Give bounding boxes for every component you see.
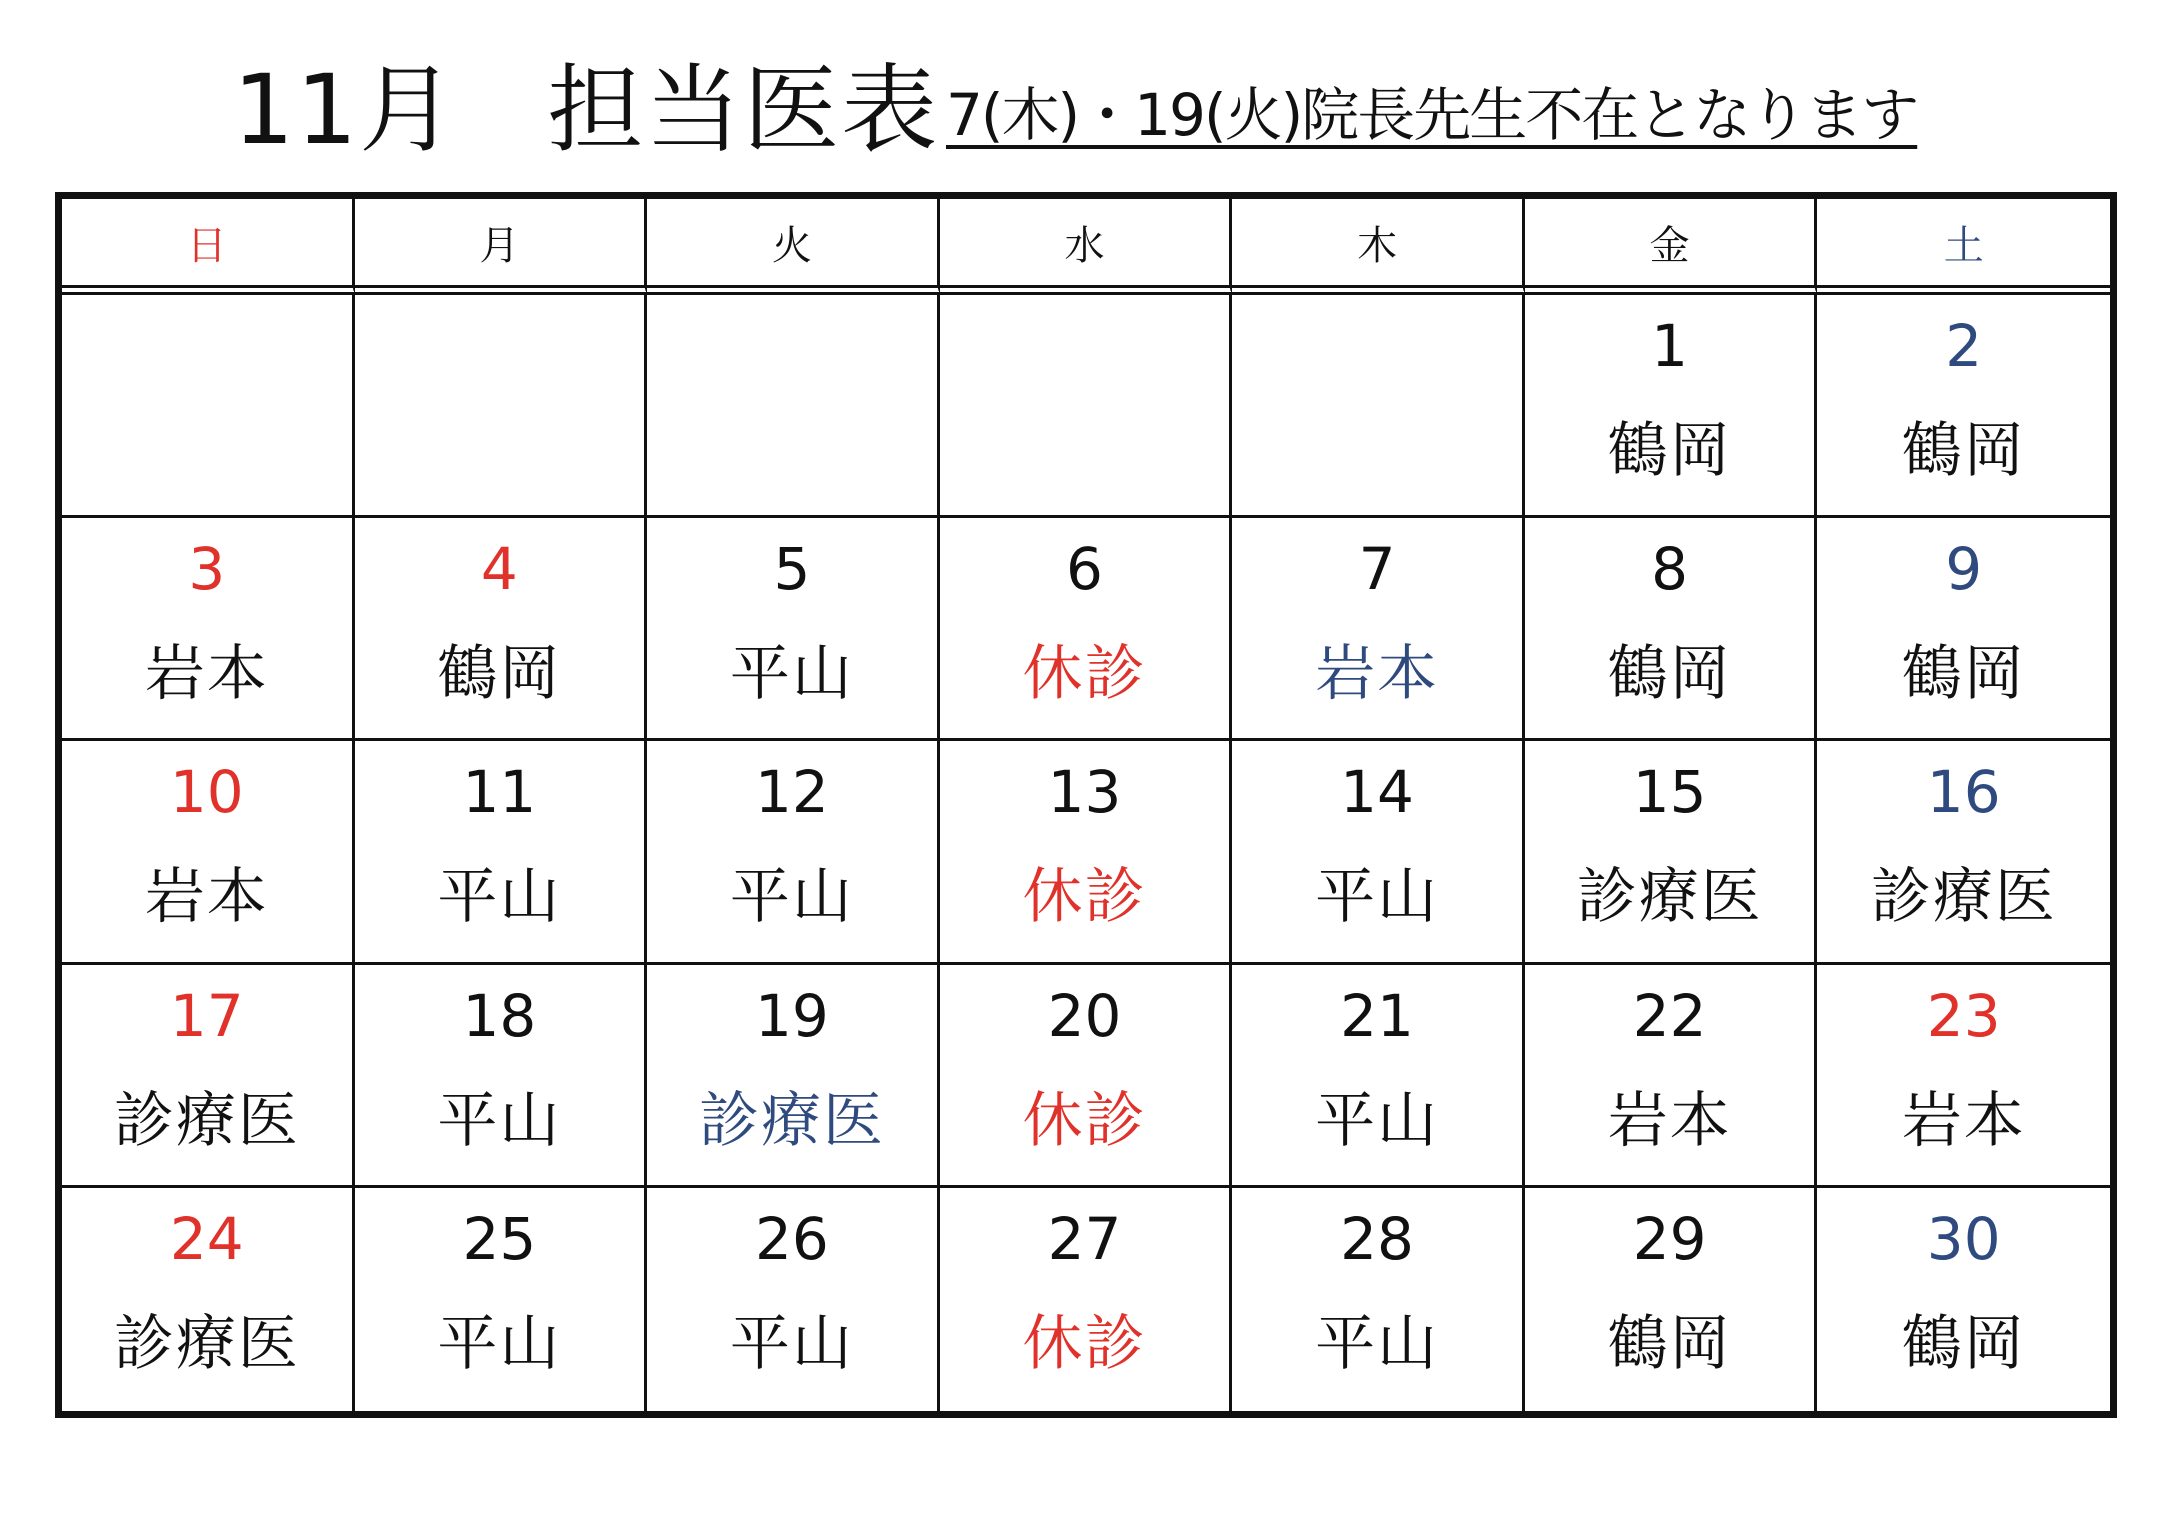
weekday-mon: 月 [355,199,648,295]
doctor-name: 診療医 [113,1085,300,1156]
doctor-name: 岩本 [1607,1085,1732,1156]
day-cell [1232,741,1525,964]
day-cell [1525,295,1818,518]
day-cell [1525,1188,1818,1411]
schedule-title: 担当医表 [547,54,940,166]
doctor-name: 休診 [1022,1308,1147,1379]
doctor-name: 平山 [1315,1085,1440,1156]
day-number: 3 [188,535,226,604]
day-number: 1 [1651,312,1689,380]
day-cell [355,965,648,1188]
day-cell [62,1188,355,1411]
day-cell [62,965,355,1188]
day-number: 8 [1651,535,1689,604]
day-cell [940,518,1233,741]
doctor-name: 岩本 [1315,639,1440,710]
day-cell [355,518,648,741]
day-number: 4 [480,535,518,604]
day-cell [1817,741,2110,964]
day-number: 7 [1358,535,1396,604]
day-cell [647,295,940,518]
doctor-name: 鶴岡 [1607,1308,1732,1379]
day-cell [1525,741,1818,964]
day-number: 14 [1340,758,1414,827]
day-cell [1232,965,1525,1188]
doctor-name: 平山 [1315,1308,1440,1379]
doctor-name: 鶴岡 [1901,639,2026,710]
day-cell [62,518,355,741]
day-cell [940,1188,1233,1411]
doctor-name: 平山 [1315,862,1440,933]
doctor-name: 休診 [1022,1085,1147,1156]
day-number: 2 [1945,312,1983,380]
weekday-wed: 水 [940,199,1233,295]
day-number: 27 [1047,1204,1122,1273]
day-cell [1817,295,2110,518]
day-number: 21 [1340,981,1414,1050]
doctor-name: 岩本 [144,639,269,710]
day-cell [1232,295,1525,518]
doctor-name: 岩本 [144,862,269,933]
day-cell [647,518,940,741]
day-cell [355,741,648,964]
day-cell [1525,965,1818,1188]
doctor-name: 診療医 [1576,862,1763,933]
doctor-name: 診療医 [1870,862,2057,933]
day-number: 13 [1047,758,1122,827]
day-cell [647,741,940,964]
day-number: 16 [1926,758,2001,827]
day-number: 17 [169,981,244,1050]
weekday-thu: 木 [1232,199,1525,295]
day-number: 30 [1926,1204,2001,1273]
day-number: 12 [755,758,829,827]
doctor-name: 岩本 [1901,1085,2026,1156]
doctor-name: 鶴岡 [437,639,562,710]
doctor-name: 平山 [729,1308,854,1379]
page-header [0,0,2166,190]
doctor-name: 鶴岡 [1607,416,1732,486]
day-number: 15 [1632,758,1707,827]
day-cell [1817,965,2110,1188]
doctor-name: 鶴岡 [1901,416,2026,486]
day-number: 24 [169,1204,244,1273]
day-number: 18 [462,981,537,1050]
day-cell [62,741,355,964]
weekday-fri: 金 [1525,199,1818,295]
weekday-sun: 日 [62,199,355,295]
day-number: 6 [1066,535,1103,604]
month-label: 11月 [233,54,458,166]
day-cell [647,1188,940,1411]
day-cell [940,965,1233,1188]
day-number: 28 [1340,1204,1414,1273]
day-cell [355,1188,648,1411]
day-number: 26 [755,1204,829,1273]
day-cell [1817,518,2110,741]
day-cell [647,965,940,1188]
doctor-calendar [55,192,2117,1418]
day-number: 9 [1945,535,1983,604]
weekday-tue: 火 [647,199,940,295]
day-number: 19 [755,981,829,1050]
day-number: 23 [1926,981,2001,1050]
doctor-name: 平山 [437,862,562,933]
weekday-sat: 土 [1817,199,2110,295]
day-number: 10 [169,758,244,827]
doctor-name: 休診 [1022,862,1147,933]
day-cell [62,295,355,518]
day-cell [355,295,648,518]
doctor-name: 平山 [437,1308,562,1379]
doctor-name: 休診 [1022,639,1147,710]
day-cell [1232,518,1525,741]
day-cell [940,295,1233,518]
day-number: 5 [773,535,811,604]
doctor-name: 診療医 [698,1085,885,1156]
doctor-name: 平山 [729,862,854,933]
doctor-name: 平山 [729,639,854,710]
day-cell [1232,1188,1525,1411]
doctor-name: 診療医 [113,1308,300,1379]
doctor-name: 鶴岡 [1901,1308,2026,1379]
day-number: 29 [1632,1204,1707,1273]
day-number: 22 [1632,981,1707,1050]
day-number: 20 [1047,981,1122,1050]
doctor-name: 鶴岡 [1607,639,1732,710]
page-title [233,54,940,166]
day-cell [1817,1188,2110,1411]
doctor-name: 平山 [437,1085,562,1156]
day-cell [940,741,1233,964]
day-number: 25 [462,1204,537,1273]
day-cell [1525,518,1818,741]
day-number: 11 [462,758,537,827]
absence-notice: 7(木)・19(火)院長先生不在となります [946,81,1918,149]
